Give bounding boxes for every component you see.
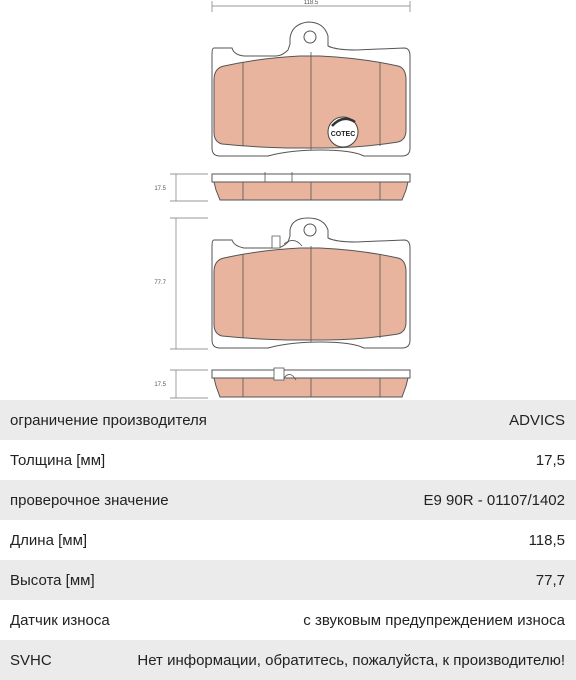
- brake-pad-bottom-view: [212, 218, 410, 348]
- spec-label: Длина [мм]: [10, 531, 88, 549]
- spec-row-manufacturer-restriction: [0, 400, 576, 440]
- spec-row-thickness: [0, 440, 576, 480]
- height-dimension: [170, 218, 208, 349]
- spec-row-wear-sensor: [0, 600, 576, 640]
- spec-value: 118,5: [528, 531, 565, 549]
- cotec-logo-text: COTEC: [330, 131, 356, 138]
- spec-row-svhc: [0, 640, 576, 680]
- brake-pad-top-view: [212, 22, 410, 156]
- cotec-logo: [328, 117, 358, 147]
- brake-pad-side-view-bottom: [212, 368, 410, 397]
- spec-value: 77,7: [535, 571, 565, 589]
- brake-pad-side-view-top: [212, 172, 410, 200]
- thickness-dimension-top: [170, 174, 208, 201]
- spec-label: Толщина [мм]: [10, 451, 106, 469]
- thickness-dimension-bottom: [170, 370, 208, 398]
- spec-row-height: [0, 560, 576, 600]
- spec-row-test-mark: [0, 480, 576, 520]
- spec-label: ограничение производителя: [10, 411, 207, 429]
- spec-value: E9 90R - 01107/1402: [423, 491, 565, 509]
- spec-value: 17,5: [535, 451, 565, 469]
- thickness-label-bottom: 17.5: [154, 382, 166, 388]
- spec-row-length: [0, 520, 576, 560]
- spec-label: Высота [мм]: [10, 571, 95, 589]
- height-label: 77.7: [154, 280, 166, 286]
- spec-table: [0, 400, 576, 680]
- spec-value: Нет информации, обратитесь, пожалуйста, к производителю!: [137, 651, 565, 669]
- spec-value: с звуковым предупреждением износа: [303, 611, 565, 629]
- spec-label: проверочное значение: [10, 491, 169, 509]
- thickness-label-top: 17.5: [154, 186, 166, 192]
- spec-label: SVHC: [10, 651, 52, 669]
- spec-value: ADVICS: [509, 411, 565, 429]
- width-dimension-label: 118.5: [303, 0, 319, 6]
- spec-label: Датчик износа: [10, 611, 110, 629]
